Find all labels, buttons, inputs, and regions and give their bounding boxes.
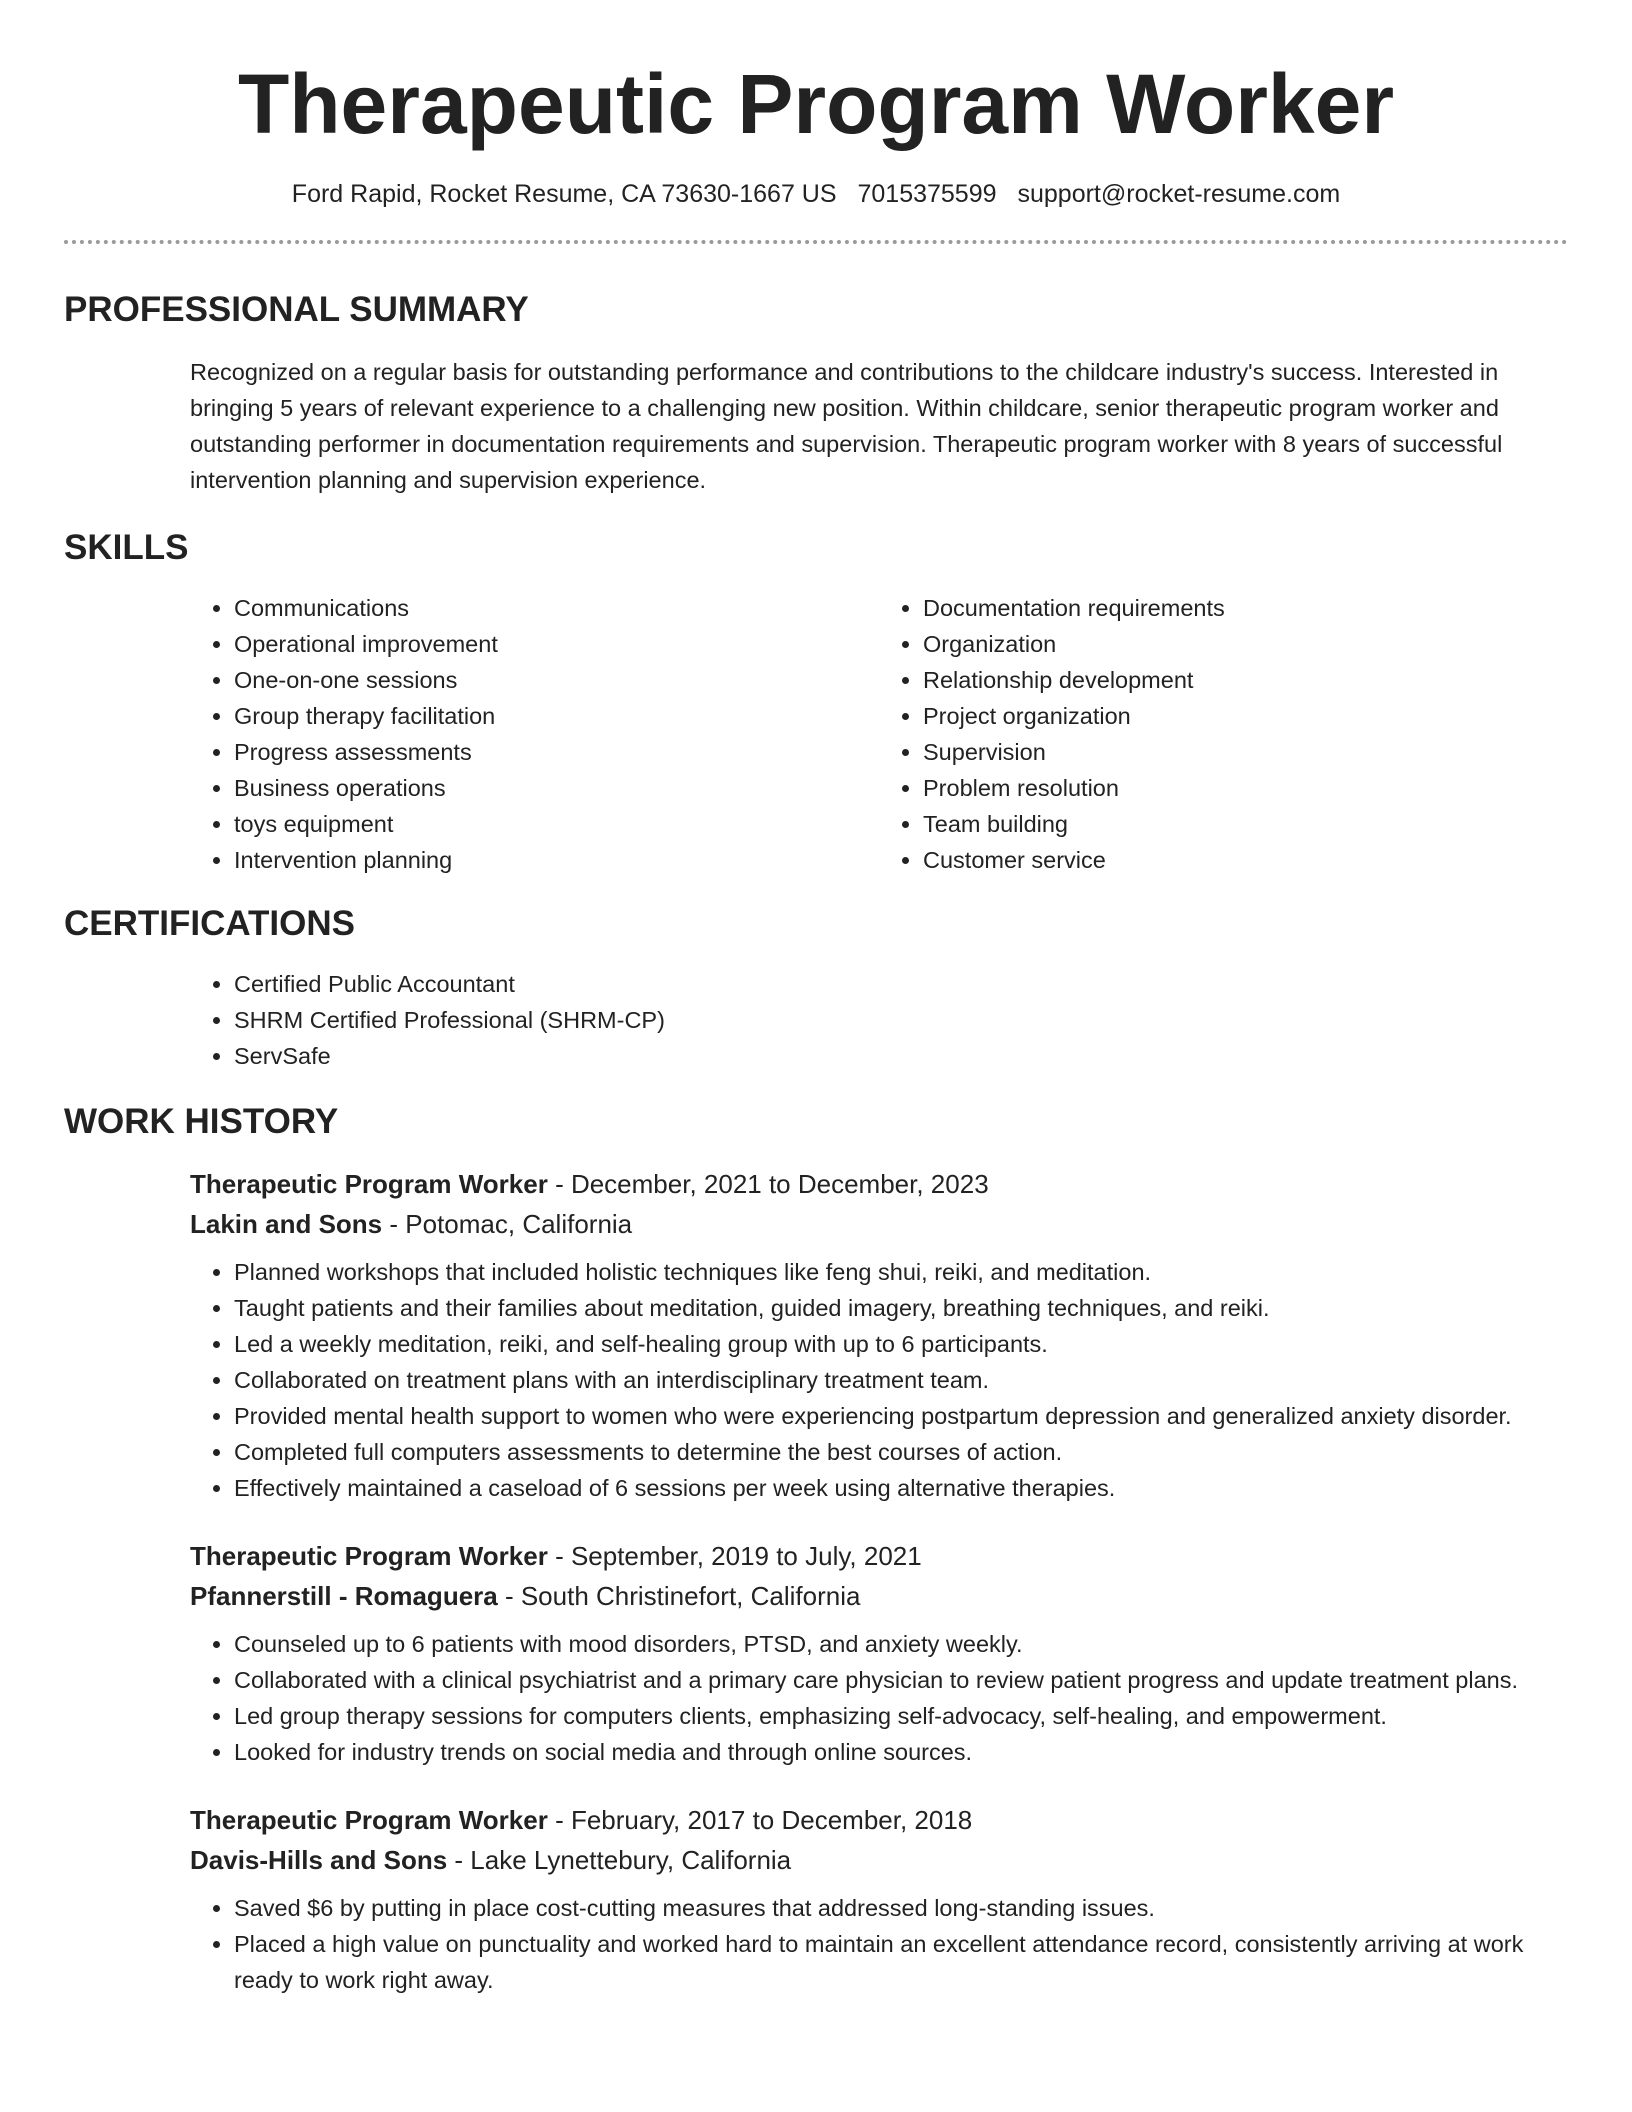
summary-section bbox=[64, 288, 1568, 498]
job-location: - Potomac, California bbox=[382, 1209, 633, 1239]
skills-list-left bbox=[190, 590, 879, 878]
work-history-section bbox=[64, 1100, 1568, 1998]
job-entry bbox=[190, 1800, 1568, 1998]
job-bullet: • Looked for industry trends on social media and through online sources. bbox=[234, 1734, 1568, 1770]
job-bullet: • Counseled up to 6 patients with mood disorders, PTSD, and anxiety weekly. bbox=[234, 1626, 1568, 1662]
job-location: - Lake Lynettebury, California bbox=[447, 1845, 792, 1875]
skills-body bbox=[190, 590, 1568, 878]
job-company: Pfannerstill - Romaguera bbox=[190, 1581, 498, 1611]
job-bullet: • Placed a high value on punctuality and worked hard to maintain an excellent attendance record, consistently arriving at work ready to work right away. bbox=[234, 1926, 1568, 1998]
resume-header bbox=[64, 0, 1568, 210]
skill-item: • Operational improvement bbox=[234, 626, 879, 662]
job-bullet: • Planned workshops that included holistic techniques like feng shui, reiki, and meditation. bbox=[234, 1254, 1568, 1290]
skill-item: • Organization bbox=[923, 626, 1568, 662]
job-company-line bbox=[190, 1576, 1568, 1616]
certifications-heading: CERTIFICATIONS bbox=[64, 904, 356, 943]
contact-address: Ford Rapid, Rocket Resume, CA 73630-1667 US bbox=[291, 180, 837, 208]
contact-phone: 7015375599 bbox=[857, 180, 997, 208]
skill-item: • Business operations bbox=[234, 770, 879, 806]
job-company: Davis-Hills and Sons bbox=[190, 1845, 448, 1875]
skill-item: • Problem resolution bbox=[923, 770, 1568, 806]
summary-text: Recognized on a regular basis for outstanding performance and contributions to the childcare industry's success. Interested in bringing 5 years of relevant experience to a challenging new position. Within childcare, senior therapeutic program worker and outstanding performer in documentation requirements and supervision. Therapeutic program worker with 8 years of successful intervention planning and supervision experience. bbox=[190, 359, 1503, 493]
job-title-line bbox=[190, 1164, 1568, 1204]
job-location: - South Christinefort, California bbox=[497, 1581, 861, 1611]
skill-item: • Communications bbox=[234, 590, 879, 626]
skill-item: • Progress assessments bbox=[234, 734, 879, 770]
contact-line bbox=[64, 178, 1568, 210]
job-bullet: • Collaborated on treatment plans with an interdisciplinary treatment team. bbox=[234, 1362, 1568, 1398]
skills-section bbox=[64, 526, 1568, 878]
certification-item: • ServSafe bbox=[234, 1038, 1568, 1074]
skill-item: • Relationship development bbox=[923, 662, 1568, 698]
job-bullet: • Saved $6 by putting in place cost-cutting measures that addressed long-standing issues. bbox=[234, 1890, 1568, 1926]
job-bullet: • Led group therapy sessions for computers clients, emphasizing self-advocacy, self-healing, and empowerment. bbox=[234, 1698, 1568, 1734]
job-company-line bbox=[190, 1840, 1568, 1880]
certifications-section bbox=[64, 902, 1568, 1074]
job-bullets bbox=[190, 1890, 1568, 1998]
job-title: Therapeutic Program Worker bbox=[190, 1169, 548, 1199]
job-bullet: • Effectively maintained a caseload of 6 sessions per week using alternative therapies. bbox=[234, 1470, 1568, 1506]
skill-item: • Intervention planning bbox=[234, 842, 879, 878]
skills-heading: SKILLS bbox=[64, 528, 189, 567]
job-dates: - September, 2019 to July, 2021 bbox=[547, 1541, 922, 1571]
job-bullet: • Led a weekly meditation, reiki, and self-healing group with up to 6 participants. bbox=[234, 1326, 1568, 1362]
skill-item: • One-on-one sessions bbox=[234, 662, 879, 698]
skill-item: • toys equipment bbox=[234, 806, 879, 842]
job-entry bbox=[190, 1164, 1568, 1506]
summary-heading: PROFESSIONAL SUMMARY bbox=[64, 290, 529, 329]
job-title-line bbox=[190, 1800, 1568, 1840]
job-bullet: • Taught patients and their families about meditation, guided imagery, breathing techniques, and reiki. bbox=[234, 1290, 1568, 1326]
certification-item: • SHRM Certified Professional (SHRM-CP) bbox=[234, 1002, 1568, 1038]
skill-item: • Documentation requirements bbox=[923, 590, 1568, 626]
job-bullet: • Collaborated with a clinical psychiatrist and a primary care physician to review patient progress and update treatment plans. bbox=[234, 1662, 1568, 1698]
job-company: Lakin and Sons bbox=[190, 1209, 383, 1239]
contact-email: support@rocket-resume.com bbox=[1017, 180, 1341, 208]
job-bullets bbox=[190, 1254, 1568, 1506]
job-dates: - February, 2017 to December, 2018 bbox=[547, 1805, 973, 1835]
job-dates: - December, 2021 to December, 2023 bbox=[547, 1169, 989, 1199]
job-title: Therapeutic Program Worker bbox=[190, 1541, 548, 1571]
summary-body bbox=[190, 354, 1568, 498]
certifications-body bbox=[190, 966, 1568, 1074]
job-entry bbox=[190, 1536, 1568, 1770]
job-title-line bbox=[190, 1536, 1568, 1576]
skill-item: • Team building bbox=[923, 806, 1568, 842]
skill-item: • Supervision bbox=[923, 734, 1568, 770]
skill-item: • Group therapy facilitation bbox=[234, 698, 879, 734]
skill-item: • Customer service bbox=[923, 842, 1568, 878]
skill-item: • Project organization bbox=[923, 698, 1568, 734]
job-title: Therapeutic Program Worker bbox=[190, 1805, 548, 1835]
certifications-list bbox=[190, 966, 1568, 1074]
certification-item: • Certified Public Accountant bbox=[234, 966, 1568, 1002]
header-divider bbox=[64, 240, 1568, 244]
skills-list-right bbox=[879, 590, 1568, 878]
job-bullet: • Provided mental health support to women who were experiencing postpartum depression and generalized anxiety disorder. bbox=[234, 1398, 1568, 1434]
job-bullets bbox=[190, 1626, 1568, 1770]
candidate-name: Therapeutic Program Worker bbox=[237, 57, 1395, 151]
work-history-heading: WORK HISTORY bbox=[64, 1102, 339, 1141]
job-company-line bbox=[190, 1204, 1568, 1244]
job-bullet: • Completed full computers assessments to determine the best courses of action. bbox=[234, 1434, 1568, 1470]
